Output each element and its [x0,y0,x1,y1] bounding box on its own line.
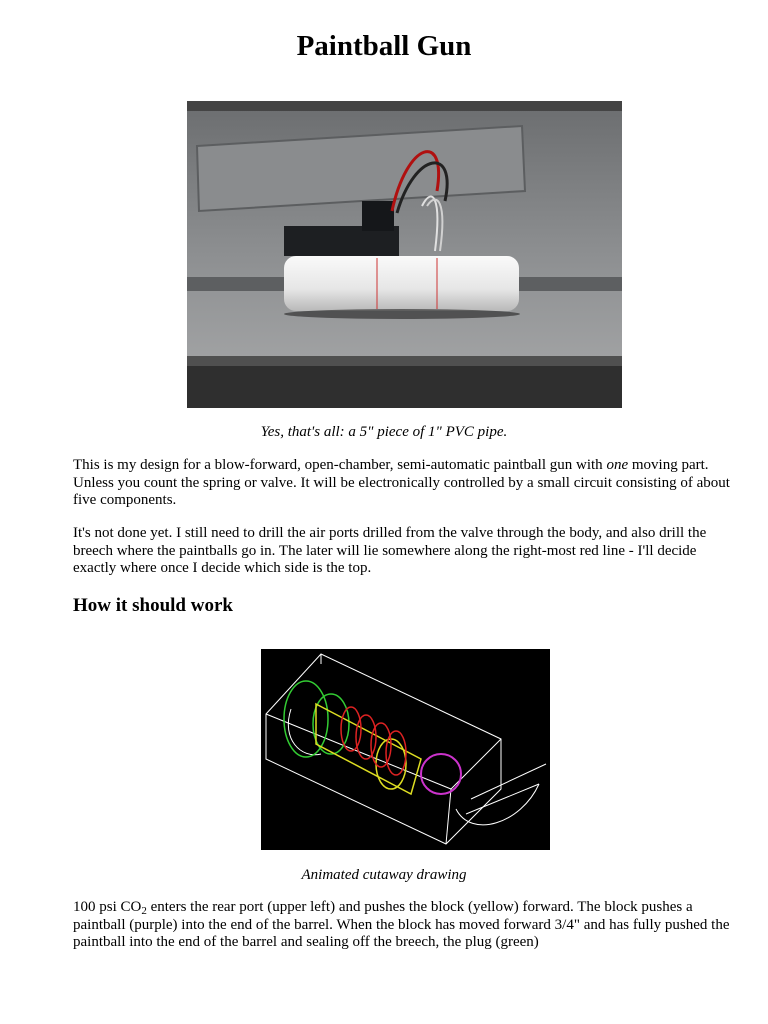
photo-caption: Yes, that's all: a 5" piece of 1" PVC pipe. [260,424,508,440]
section-p-after: enters the rear port (upper left) and pushes the block (yellow) forward. The block pushes a paintball (purple) into the end of the barrel. When the block has moved forward 3/4" and has fully pushed the paintball into the end of the barrel and sealing off the breech, the plug (green) [73,899,730,950]
section-heading: How it should work [73,595,233,616]
cutaway-drawing [261,649,550,850]
section-p-before: 100 psi CO [73,899,142,915]
pvc-pipe-photo [187,101,622,408]
co2-subscript: 2 [141,905,147,917]
page-title: Paintball Gun [296,30,472,62]
figure-caption: Animated cutaway drawing [301,867,467,883]
intro-paragraph-1 [73,457,735,510]
cutaway-illustration [261,649,550,850]
intro-p1-after: moving part. Unless you count the spring or valve. It will be electronically controlled by a small circuit consisting of about five components. [73,457,730,508]
intro-p1-emphasis: one [606,457,629,473]
intro-p1-before: This is my design for a blow-forward, open-chamber, semi-automatic paintball gun with [73,457,607,473]
photo-illustration [187,101,622,408]
intro-paragraph-2: It's not done yet. I still need to drill the air ports drilled from the valve through the body, and also drill the breech where the paintballs go in. The later will lie somewhere along the right-most red line - I'll decide exactly where once I decide which side is the top. [73,525,707,576]
section-paragraph [73,899,735,952]
